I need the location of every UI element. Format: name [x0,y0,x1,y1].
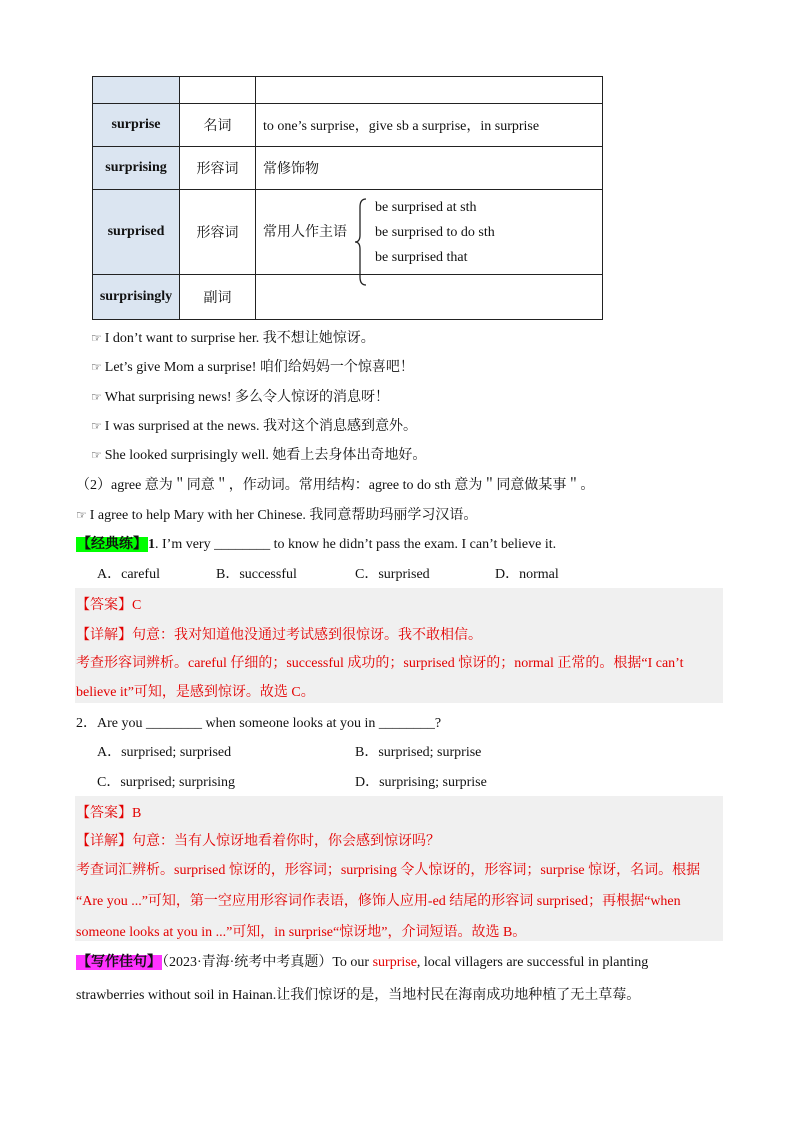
table-row [93,104,603,147]
usage-cell: 常修饰物 [256,147,603,190]
example-sentence: ☞ She looked surprisingly well. 她看上去身体出奇地好。 [91,448,427,463]
usage-cell [256,275,603,320]
question-2-option: D．surprising; surprise [355,775,487,790]
question-2-option: A．surprised; surprised [97,745,232,760]
example-sentence: ☞ Let’s give Mom a surprise! 咱们给妈妈一个惊喜吧！ [91,360,414,375]
table-row [93,275,603,320]
usage-detail: be surprised at sth [375,199,477,215]
usage-cell [256,77,603,104]
pointing-hand-icon: ☞ [91,448,102,462]
pos-cell: 副词 [180,275,256,320]
table-row [93,190,603,275]
explanation-line: 【详解】句意：当有人惊讶地看着你时，你会感到惊讶吗？ [76,834,440,849]
question-1-option: B．successful [216,567,297,582]
curly-brace-icon [354,197,368,287]
word-cell: surprised [93,190,180,275]
table-row [93,77,603,104]
pos-cell: 名词 [180,104,256,147]
usage-detail: be surprised to do sth [375,224,495,240]
question-1-option: C．surprised [355,567,430,582]
word-cell: surprisingly [93,275,180,320]
answer-label: 【答案】B [76,806,142,821]
explanation-line: someone looks at you in ...”可知，in surprise“惊讶地”，介词短语。故选 B。 [76,925,527,940]
example-sentence: ☞ I agree to help Mary with her Chinese. 我同意帮助玛丽学习汉语。 [76,508,478,523]
agree-note: （2）agree 意为＂同意＂，作动词。常用结构：agree to do sth 意为＂同意做某事＂。 [76,478,595,493]
usage-cell: to one’s surprise，give sb a surprise，in surprise [256,104,603,147]
question-1-option: A．careful [97,567,160,582]
example-sentence: ☞ I was surprised at the news. 我对这个消息感到意外。 [91,419,418,434]
question-2-stem: 2．Are you ________ when someone looks at you in ________? [76,716,442,731]
answer-box [75,796,723,941]
word-cell [93,77,180,104]
question-2-option: C．surprised; surprising [97,775,236,790]
pointing-hand-icon: ☞ [91,390,102,404]
question-1-stem: 【经典练】1. I’m very ________ to know he didn’t pass the exam. I can’t believe it. [77,537,557,552]
example-sentence: ☞ What surprising news! 多么令人惊讶的消息呀！ [91,390,390,405]
writing-line-2: strawberries without soil in Hainan.让我们惊讶的是，当地村民在海南成功地种植了无土草莓。 [76,988,641,1003]
writing-tag: 【写作佳句】 [77,955,161,970]
pos-cell [180,77,256,104]
usage-detail: be surprised that [375,249,468,265]
pointing-hand-icon: ☞ [76,508,87,522]
usage-brace-group [256,191,602,274]
pos-cell: 形容词 [180,147,256,190]
pointing-hand-icon: ☞ [91,331,102,345]
explanation-line: 【详解】句意：我对知道他没通过考试感到很惊讶。我不敢相信。 [76,628,482,643]
example-sentence: ☞ I don’t want to surprise her. 我不想让她惊讶。 [91,331,375,346]
table-row [93,147,603,190]
practice-tag: 【经典练】 [77,537,147,552]
answer-label: 【答案】C [76,598,142,613]
pos-cell: 形容词 [180,190,256,275]
usage-label: 常用人作主语 [263,224,347,240]
answer-box [75,588,723,703]
explanation-line: believe it”可知，是感到惊讶。故选 C。 [76,685,315,700]
question-1-option: D．normal [495,567,559,582]
vocab-table [92,76,603,320]
explanation-line: 考查形容词辨析。careful 仔细的；successful 成功的；surprised 惊讶的；normal 正常的。根据“I can’t [76,656,684,671]
keyword: surprise [372,955,417,970]
explanation-line: “Are you ...”可知，第一空应用形容词作表语，修饰人应用-ed 结尾的形容词 surprised；再根据“when [76,894,681,909]
usage-cell [256,190,603,275]
usage-details [375,195,495,270]
pointing-hand-icon: ☞ [91,419,102,433]
word-cell: surprise [93,104,180,147]
writing-line-1: 【写作佳句】（2023·青海·统考中考真题）To our surprise, local villagers are successful in planting [77,955,649,970]
pointing-hand-icon: ☞ [91,360,102,374]
word-cell: surprising [93,147,180,190]
question-2-option: B．surprised; surprise [355,745,482,760]
explanation-line: 考查词汇辨析。surprised 惊讶的，形容词；surprising 令人惊讶的，形容词；surprise 惊讶，名词。根据 [76,863,701,878]
